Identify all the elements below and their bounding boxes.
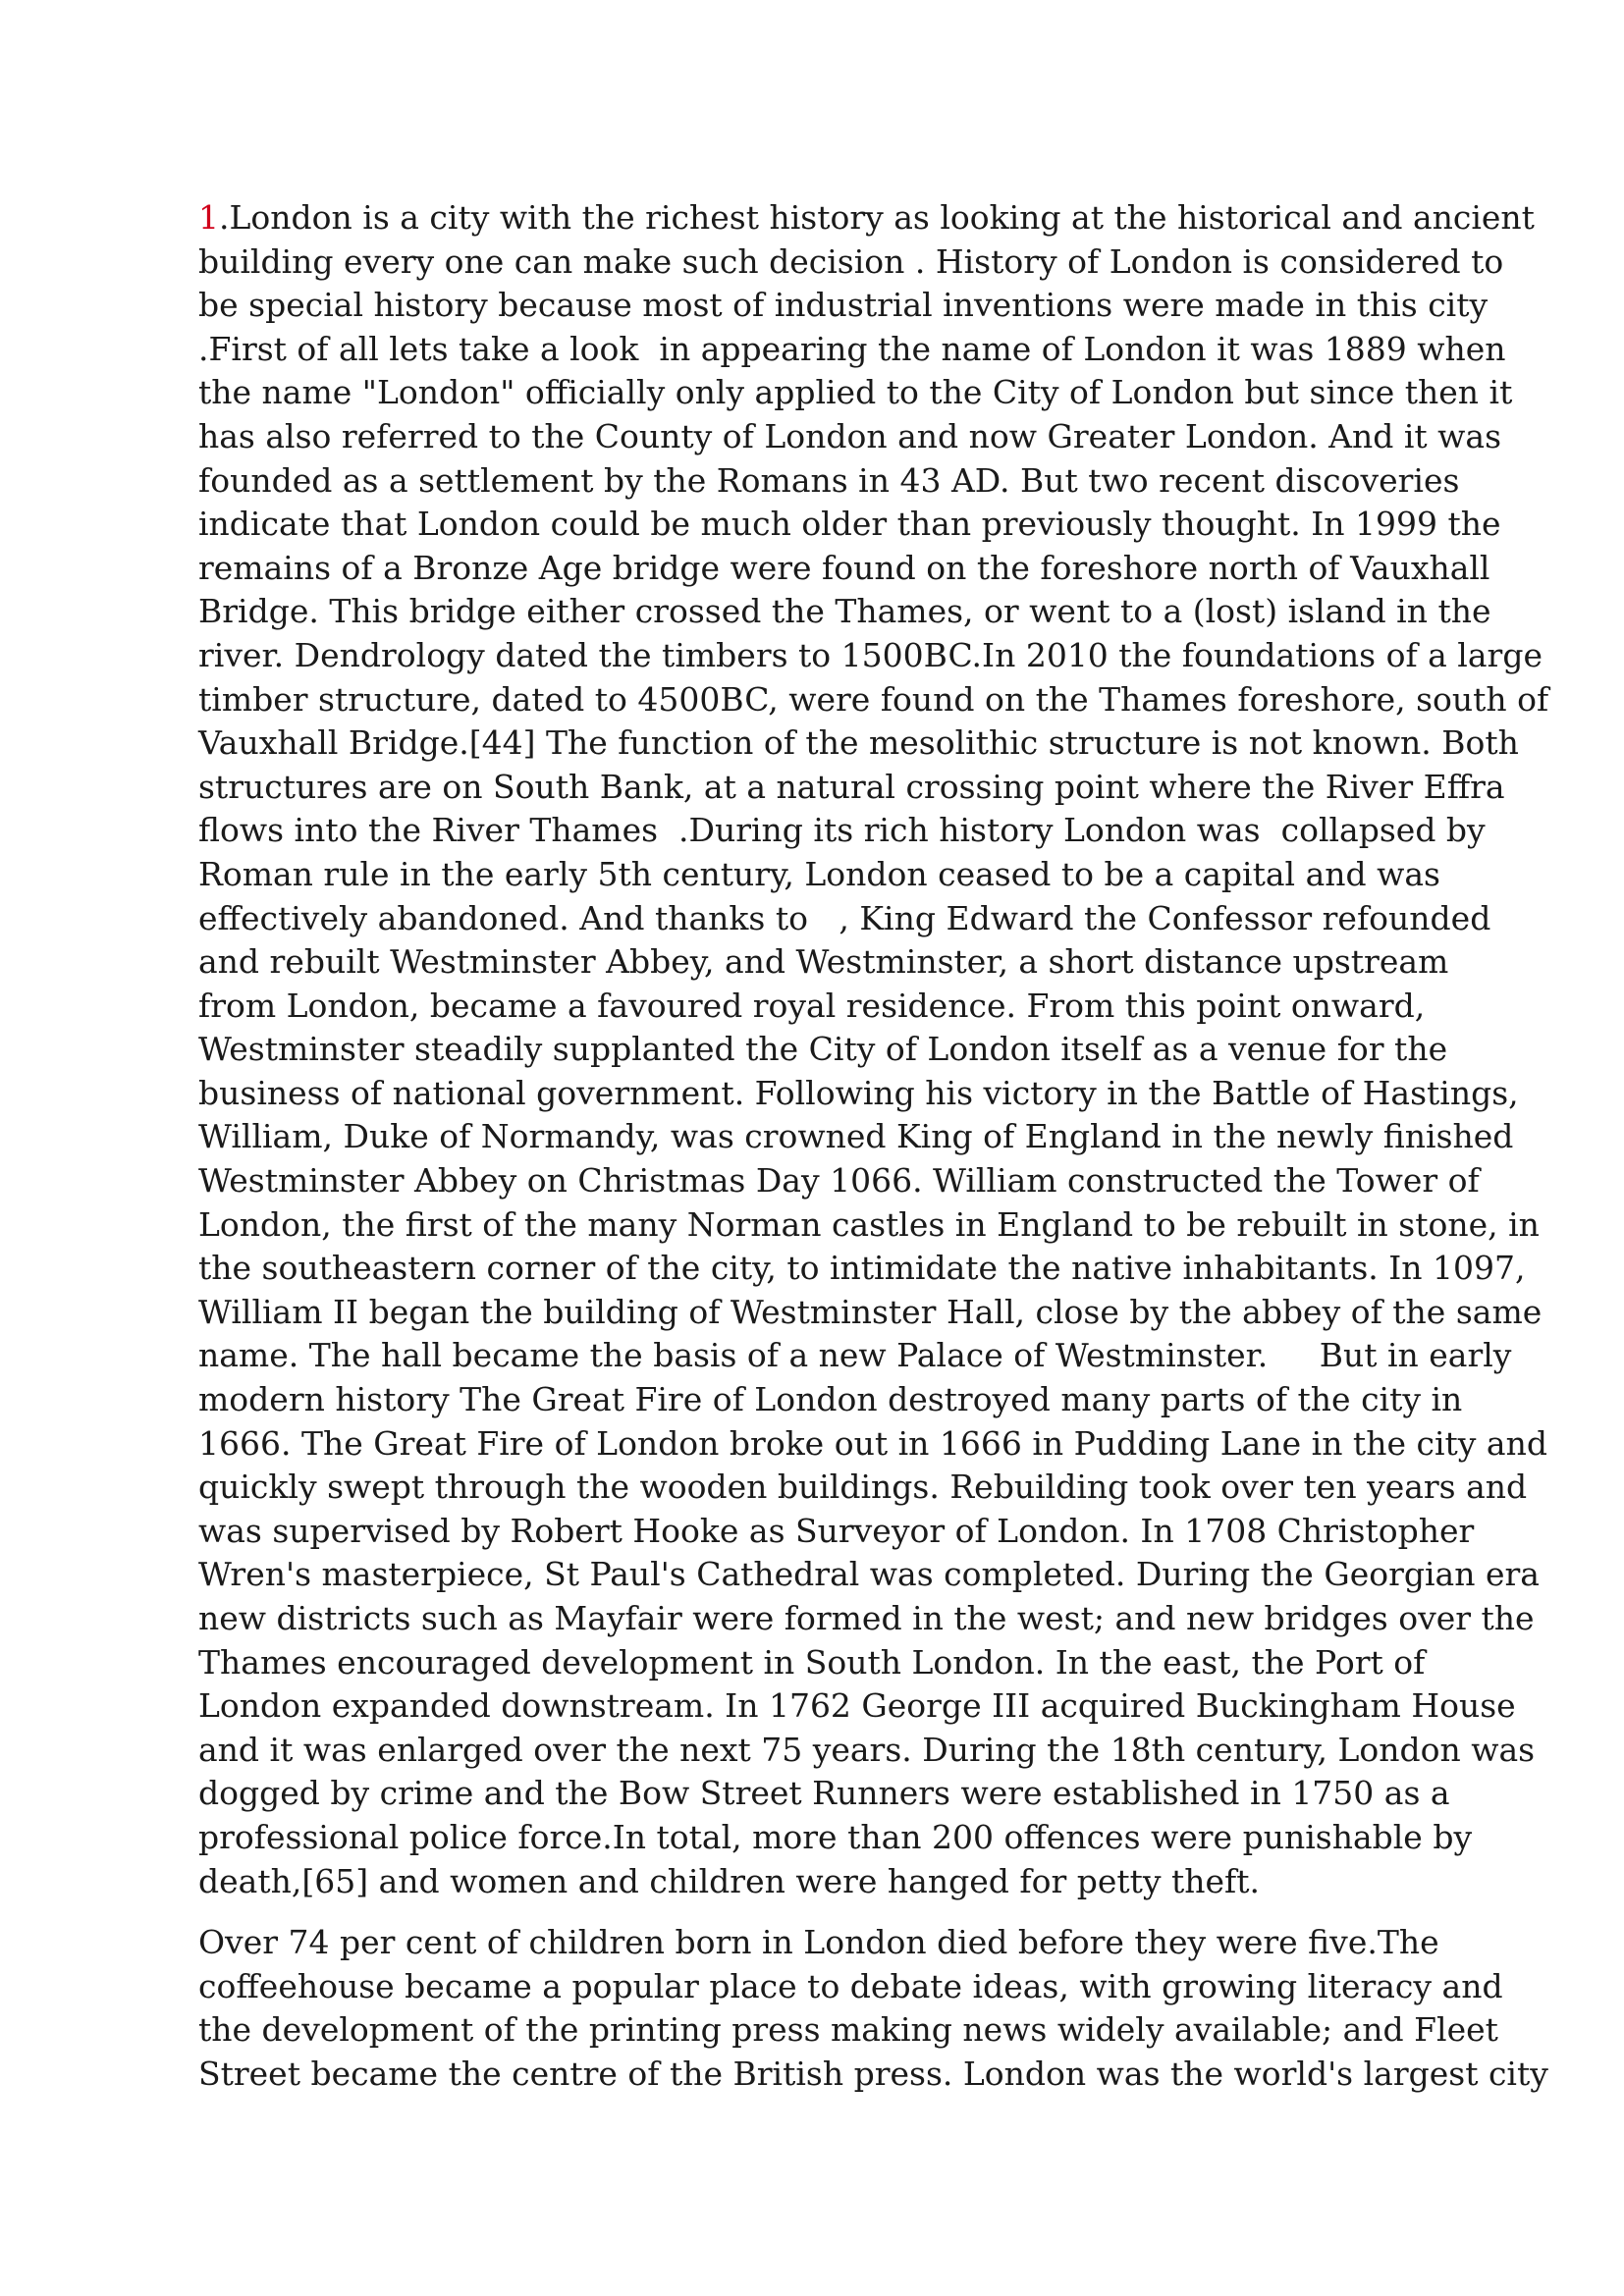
line-text: structures are on South Bank, at a natural crossing point where the River Effra (198, 767, 1505, 806)
line-text: remains of a Bronze Age bridge were found on the foreshore north of Vauxhall (198, 548, 1490, 587)
text-line (198, 1422, 1547, 1467)
line-text: Vauxhall Bridge.[44] The function of the mesolithic structure is not known. Both (198, 723, 1519, 763)
line-text: Westminster Abbey on Christmas Day 1066. William constructed the Tower of (198, 1161, 1480, 1201)
line-text: new districts such as Mayfair were formed in the west; and new bridges over the (198, 1599, 1535, 1637)
line-text: has also referred to the County of London and now Greater London. And it was (198, 416, 1502, 455)
text-line (198, 1159, 1480, 1203)
text-line (198, 1072, 1519, 1116)
line-text: business of national government. Following his victory in the Battle of Hastings, (198, 1073, 1519, 1112)
text-line (198, 1334, 1512, 1378)
text-line (198, 1684, 1516, 1729)
text-line (198, 1860, 1455, 1904)
text-line (198, 1115, 1514, 1159)
line-text: river. Dendrology dated the timbers to 1500BC.In 2010 the foundations of a large (198, 635, 1543, 674)
line-text: name. The hall became the basis of a new Palace of Westminster. But in early (198, 1336, 1512, 1375)
text-line (198, 1553, 1540, 1597)
line-text: Wren's masterpiece, St Paul's Cathedral was completed. During the Georgian era (198, 1555, 1540, 1594)
text-line (198, 503, 1501, 547)
line-text: William, Duke of Normandy, was crowned King of England in the newly finished (198, 1117, 1514, 1156)
text-line (198, 371, 1513, 415)
text-line (198, 940, 1455, 985)
line-text: from London, became a favoured royal residence. From this point onward, (198, 986, 1426, 1025)
line-text: .First of all lets take a look in appearing the name of London it was 1889 when (198, 329, 1506, 368)
text-line (198, 240, 1504, 285)
text-line (198, 766, 1505, 810)
paragraph-1 (198, 196, 1549, 1903)
line-text: Westminster steadily supplanted the City of London itself as a venue for the (198, 1030, 1448, 1069)
line-text: London expanded downstream. In 1762 George III acquired Buckingham House (198, 1686, 1516, 1726)
line-text: Bridge. This bridge either crossed the Thames, or went to a (lost) island in the (198, 592, 1491, 631)
text-line (198, 1291, 1543, 1335)
line-text: Over 74 per cent of children born in London died before they were five.The (198, 1923, 1439, 1962)
line-text: modern history The Great Fire of London destroyed many parts of the city in (198, 1380, 1463, 1419)
text-line (198, 284, 1489, 328)
line-text: London, the first of the many Norman castles in England to be rebuilt in stone, in (198, 1204, 1540, 1244)
line-text: flows into the River Thames .During its rich history London was collapsed by (198, 811, 1486, 850)
line-text: .London is a city with the richest history as looking at the historical and ancient (219, 198, 1535, 237)
line-text: Street became the centre of the British press. London was the world's largest city (198, 2054, 1548, 2093)
line-text: quickly swept through the wooden buildings. Rebuilding took over ten years and (198, 1468, 1528, 1507)
text-line (198, 678, 1549, 722)
text-line (198, 897, 1491, 941)
text-line (198, 547, 1490, 591)
text-line (198, 985, 1455, 1029)
line-text: death,[65] and women and children were hanged for petty theft. (198, 1861, 1261, 1900)
paragraph-gap (198, 1903, 1455, 1921)
line-text: Roman rule in the early 5th century, London ceased to be a capital and was (198, 854, 1440, 893)
line-text: the development of the printing press making news widely available; and Fleet (198, 2010, 1498, 2050)
text-line (198, 1816, 1473, 1860)
text-line (198, 1921, 1455, 1965)
line-text: indicate that London could be much older than previously thought. In 1999 the (198, 505, 1501, 544)
line-text: effectively abandoned. And thanks to , King Edward the Confessor refounded (198, 898, 1491, 937)
text-line (198, 634, 1543, 678)
text-line (198, 1641, 1455, 1685)
text-line (198, 415, 1502, 459)
text-line (198, 1729, 1536, 1773)
text-line (198, 1597, 1535, 1641)
text-line (198, 1028, 1455, 1072)
line-text: and it was enlarged over the next 75 years. During the 18th century, London was (198, 1730, 1536, 1769)
text-line (198, 1247, 1526, 1291)
text-line (198, 853, 1455, 897)
text-line (198, 721, 1519, 766)
line-text: be special history because most of industrial inventions were made in this city (198, 286, 1489, 325)
line-text: building every one can make such decision . History of London is considered to (198, 241, 1504, 281)
line-text: the name "London" officially only applied to the City of London but since then it (198, 373, 1513, 412)
text-line (198, 1510, 1475, 1554)
paragraph-number: 1 (198, 198, 219, 237)
text-line (198, 1772, 1455, 1816)
paragraph-2 (198, 1921, 1548, 2096)
line-text: professional police force.In total, more than 200 offences were punishable by (198, 1817, 1473, 1856)
text-line (198, 328, 1506, 372)
line-text: and rebuilt Westminster Abbey, and Westminster, a short distance upstream (198, 942, 1449, 982)
text-line (198, 1965, 1503, 2009)
text-line (198, 2053, 1548, 2097)
text-line (198, 459, 1460, 504)
text-line (198, 196, 1535, 240)
line-text: Thames encouraged development in South London. In the east, the Port of (198, 1642, 1426, 1682)
line-text: 1666. The Great Fire of London broke out in 1666 in Pudding Lane in the city and (198, 1423, 1547, 1463)
document-body (198, 196, 1549, 2097)
line-text: dogged by crime and the Bow Street Runners were established in 1750 as a (198, 1774, 1450, 1813)
line-text: timber structure, dated to 4500BC, were found on the Thames foreshore, south of (198, 679, 1549, 719)
text-line (198, 1378, 1463, 1422)
line-text: the southeastern corner of the city, to intimidate the native inhabitants. In 1097, (198, 1249, 1526, 1288)
text-line (198, 1203, 1540, 1248)
text-line (198, 590, 1491, 634)
line-text: William II began the building of Westminster Hall, close by the abbey of the same (198, 1292, 1543, 1331)
text-line (198, 809, 1486, 853)
line-text: founded as a settlement by the Romans in 43 AD. But two recent discoveries (198, 460, 1460, 500)
line-text: coffeehouse became a popular place to debate ideas, with growing literacy and (198, 1966, 1503, 2005)
text-line (198, 2008, 1498, 2053)
line-text: was supervised by Robert Hooke as Surveyor of London. In 1708 Christopher (198, 1511, 1475, 1550)
text-line (198, 1466, 1528, 1510)
